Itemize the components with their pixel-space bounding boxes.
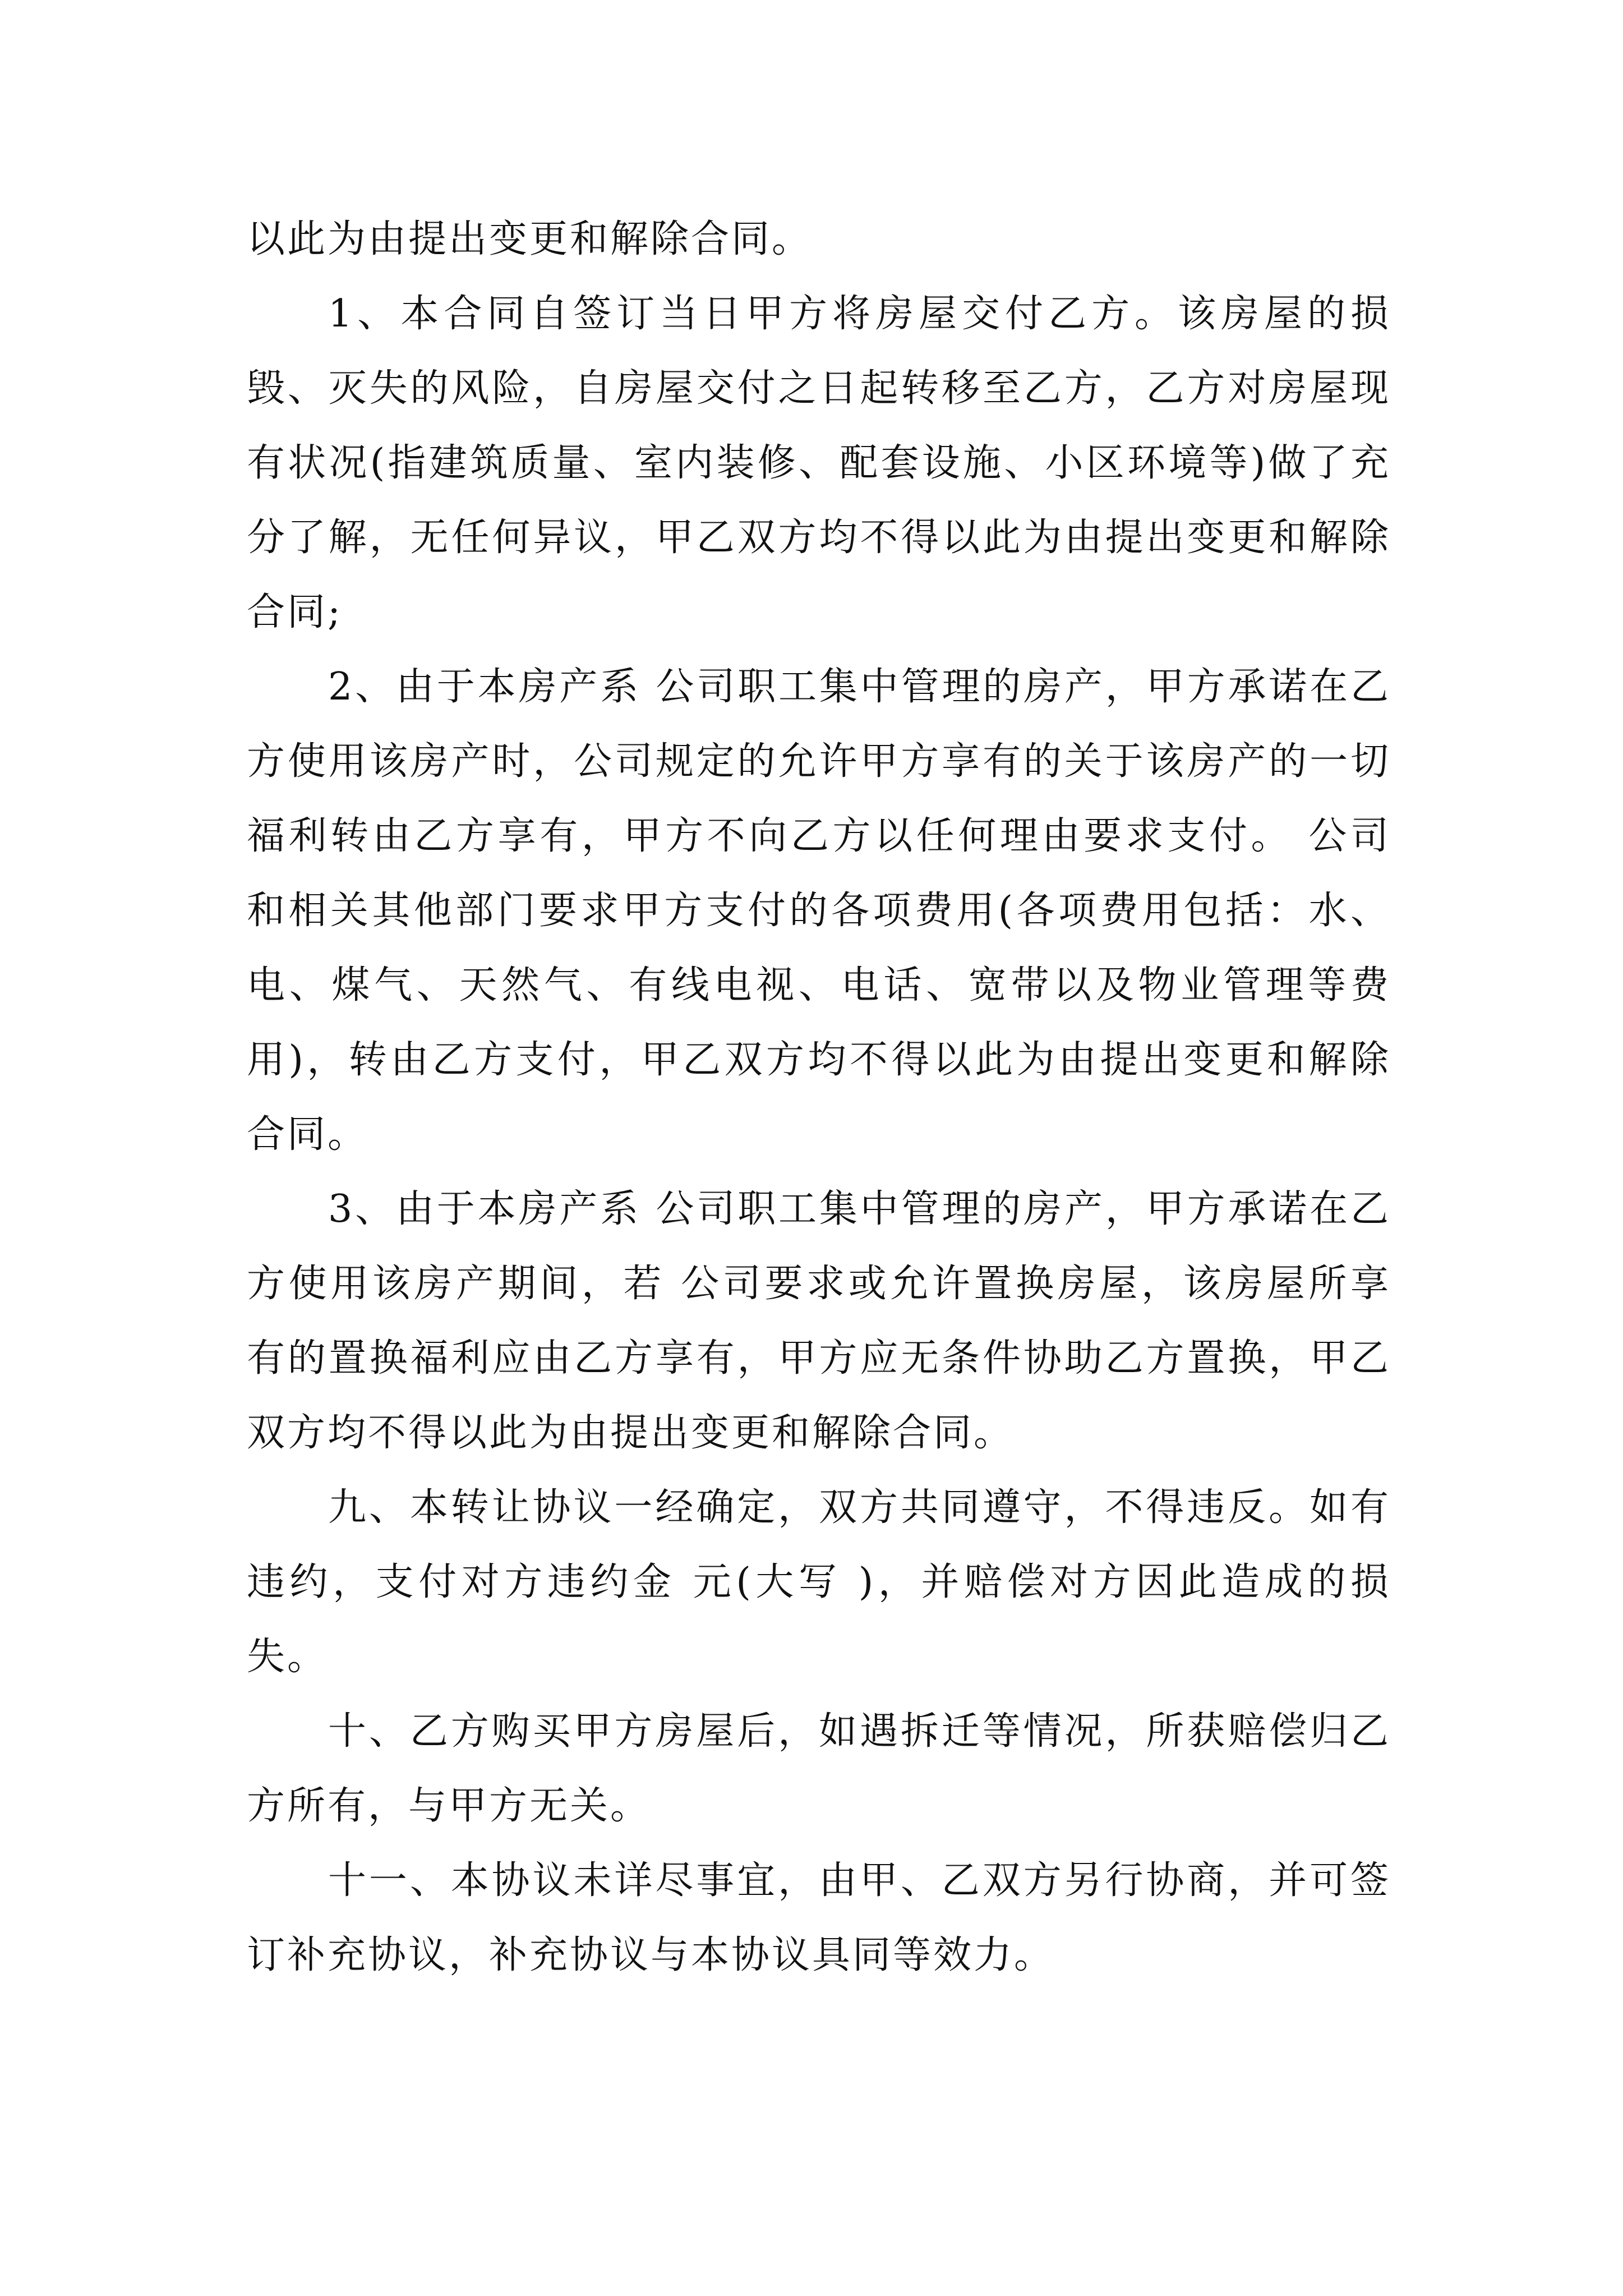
paragraph-clause-2: 2、由于本房产系 公司职工集中管理的房产，甲方承诺在乙方使用该房产时，公司规定的允许甲方享有的关于该房产的一切福利转由乙方享有，甲方不向乙方以任何理由要求支付。 公司和相关其他部门要求甲方支付的各项费用(各项费用包括：水、电、煤气、天然气、有线电视、电话、宽带以及物业管理等费用)，转由乙方支付，甲乙双方均不得以此为由提出变更和解除合同。	[247, 665, 1391, 1157]
document-body	[247, 202, 1391, 1993]
paragraph-article-11: 十一、本协议未详尽事宜，由甲、乙双方另行协商，并可签订补充协议，补充协议与本协议具同等效力。	[247, 1858, 1391, 1977]
paragraph-clause-3: 3、由于本房产系 公司职工集中管理的房产，甲方承诺在乙方使用该房产期间，若 公司要求或允许置换房屋，该房屋所享有的置换福利应由乙方享有，甲方应无条件协助乙方置换，甲乙双方均不得以此为由提出变更和解除合同。	[247, 1187, 1391, 1455]
paragraph-article-10: 十、乙方购买甲方房屋后，如遇拆迁等情况，所获赔偿归乙方所有，与甲方无关。	[247, 1709, 1391, 1828]
paragraph-article-9: 九、本转让协议一经确定，双方共同遵守，不得违反。如有违约，支付对方违约金 元(大写 )，并赔偿对方因此造成的损失。	[247, 1485, 1391, 1679]
paragraph-clause-1: 1、本合同自签订当日甲方将房屋交付乙方。该房屋的损毁、灭失的风险，自房屋交付之日起转移至乙方，乙方对房屋现有状况(指建筑质量、室内装修、配套设施、小区环境等)做了充分了解，无任何异议，甲乙双方均不得以此为由提出变更和解除合同;	[247, 292, 1391, 634]
paragraph-lead: 以此为由提出变更和解除合同。	[247, 217, 813, 261]
